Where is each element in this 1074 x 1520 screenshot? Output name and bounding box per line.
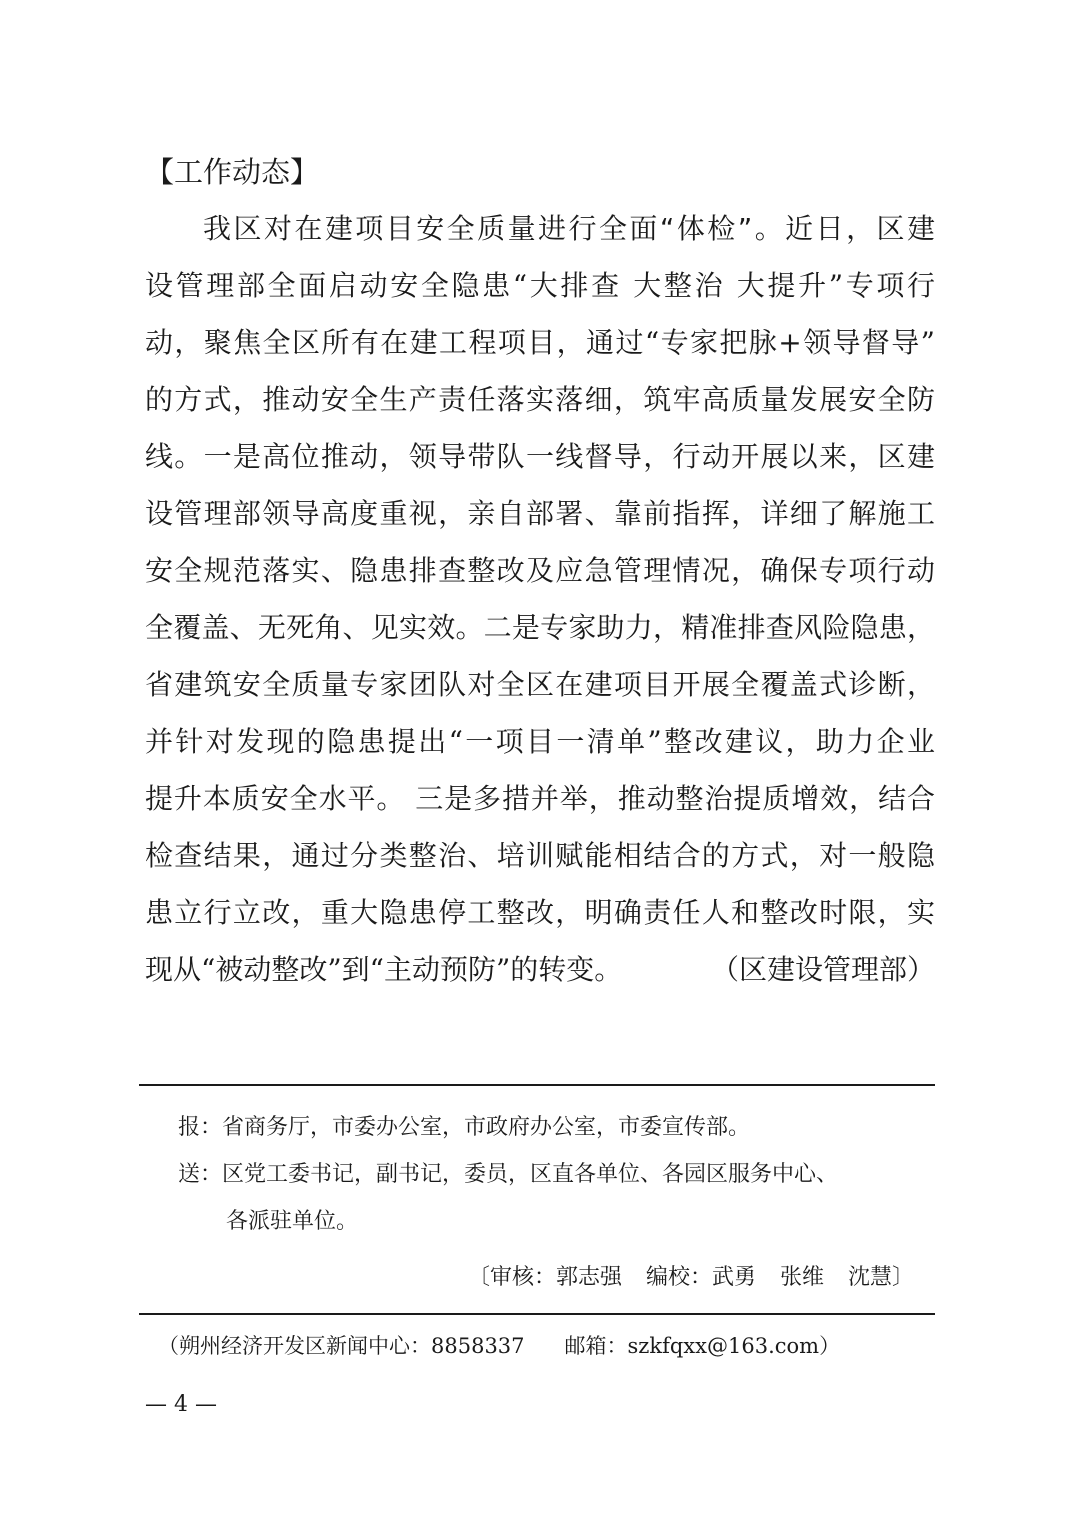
article-line: 患立行立改，重大隐患停工整改，明确责任人和整改时限，实 — [145, 896, 935, 929]
distribution-report: 报：省商务厅，市委办公室，市政府办公室，市委宣传部。 — [178, 1115, 751, 1140]
article-line: 省建筑安全质量专家团队对全区在建项目开展全覆盖式诊断， — [145, 668, 935, 701]
section-title: 【工作动态】 — [145, 155, 320, 189]
article-source: （区建设管理部） — [710, 953, 935, 986]
article-line: 并针对发现的隐患提出“一项目一清单”整改建议，助力企业 — [145, 725, 935, 758]
contact-info — [158, 1331, 840, 1361]
divider-top — [139, 1084, 935, 1086]
article-line: 提升本质安全水平。 三是多措并举，推动整治提质增效，结合 — [145, 782, 935, 815]
contact-email: 邮箱：szkfqxx@163.com） — [564, 1334, 841, 1358]
article-line — [145, 200, 935, 257]
editor-3: 沈慧〕 — [847, 1265, 914, 1290]
article-headline: 我区对在建项目安全质量进行全面“体检” — [203, 212, 753, 245]
article-line: 动，聚焦全区所有在建工程项目，通过“专家把脉+领导督导” — [145, 326, 935, 359]
article-line: 设管理部全面启动安全隐患“大排查 大整治 大提升”专项行 — [145, 269, 935, 302]
divider-bottom — [139, 1313, 935, 1315]
distribution-send-continued: 各派驻单位。 — [226, 1209, 359, 1234]
reviewer: 〔审核：郭志强 — [467, 1265, 622, 1290]
distribution-send: 送：区党工委书记，副书记，委员，区直各单位、各园区服务中心、 — [178, 1162, 839, 1187]
page-number: — 4 — — [145, 1392, 217, 1417]
article-last-line — [145, 941, 935, 998]
article-line: 检查结果，通过分类整治、培训赋能相结合的方式，对一般隐 — [145, 839, 935, 872]
article-line: 设管理部领导高度重视，亲自部署、靠前指挥，详细了解施工 — [145, 497, 935, 530]
article-line-text: 现从“被动整改”到“主动预防”的转变。 — [145, 953, 623, 986]
article-body — [145, 200, 935, 998]
article-line: 全覆盖、无死角、见实效。二是专家助力，精准排查风险隐患， — [145, 611, 935, 644]
review-credits — [468, 1263, 914, 1293]
article-line: 的方式，推动安全生产责任落实落细，筑牢高质量发展安全防 — [145, 383, 935, 416]
article-line: 安全规范落实、隐患排查整改及应急管理情况，确保专项行动 — [145, 554, 935, 587]
article-line: 线。一是高位推动，领导带队一线督导，行动开展以来，区建 — [145, 440, 935, 473]
contact-center: （朔州经济开发区新闻中心：8858337 — [158, 1334, 525, 1358]
editors: 编校：武勇 — [645, 1265, 756, 1290]
editor-2: 张维 — [779, 1265, 824, 1290]
article-line-text: 。近日，区建 — [752, 212, 935, 245]
